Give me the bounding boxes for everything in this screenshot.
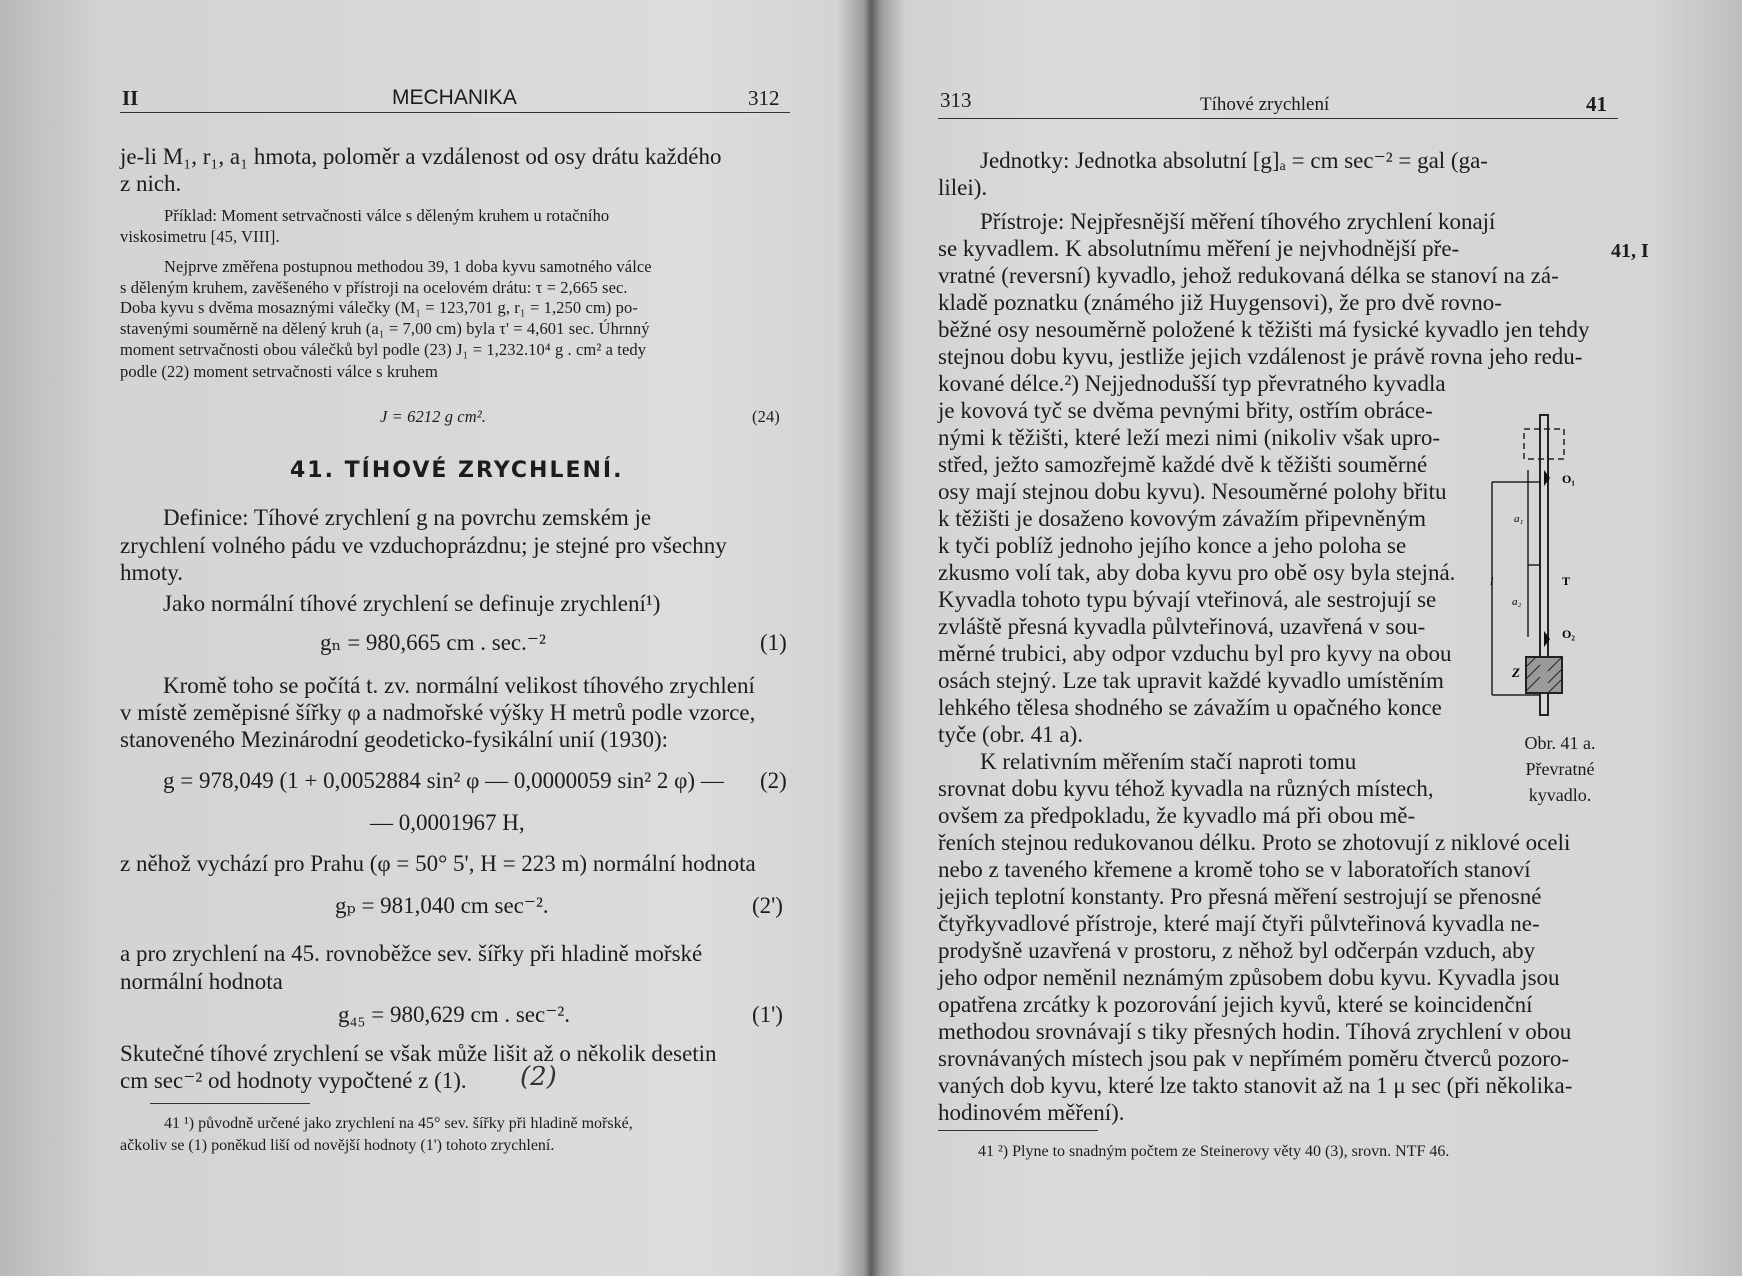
text-line: k tyči poblíž jednoho jejího konce a jeho poloha se <box>938 533 1407 558</box>
text-line: vaných dob kyvu, které lze takto stanovit až na 1 μ sec (při několika- <box>938 1073 1573 1098</box>
text-line: cm sec⁻² od hodnoty vypočtené z (1). <box>120 1068 467 1093</box>
text-line: srovnávaných místech jsou pak v nepřímém poměru čtverců pozoro- <box>938 1046 1570 1071</box>
equation-number: (2) <box>760 768 787 793</box>
equation-number: (1') <box>752 1002 783 1027</box>
example-line: moment setrvačnosti obou válečků byl podle (23) J₁ = 1,232.10⁴ g . cm² a tedy <box>120 340 647 359</box>
text-line: Jako normální tíhové zrychlení se definuje zrychlení¹) <box>163 591 661 616</box>
left-page <box>0 0 860 1276</box>
running-title: Tíhové zrychlení <box>1200 94 1330 115</box>
equation-number: (2') <box>752 893 783 918</box>
right-page <box>880 0 1742 1276</box>
text-line: lilei). <box>938 175 988 200</box>
text-line: Kyvadla tohoto typu bývají vteřinová, ale sestrojují se <box>938 587 1437 612</box>
text-line: kladě poznatku (známého již Huygensovi), že pro dvě rovno- <box>938 290 1502 315</box>
text-line: ovšem za předpokladu, že kyvadlo má při obou mě- <box>938 803 1416 828</box>
page-number: 313 <box>940 88 972 112</box>
header-rule <box>120 112 790 113</box>
text-line: Definice: Tíhové zrychlení g na povrchu zemském je <box>163 505 652 530</box>
footnote: 41 ²) Plyne to snadným počtem ze Steinerovy věty 40 (3), srovn. NTF 46. <box>978 1143 1450 1160</box>
label-z: Z <box>1512 665 1520 680</box>
text-line: zkusmo volí tak, aby doba kyvu pro obě osy byla stejná. <box>938 560 1456 585</box>
equation-2: g = 978,049 (1 + 0,0052884 sin² φ — 0,0000059 sin² 2 φ) — <box>163 768 724 793</box>
example-line: podle (22) moment setrvačnosti válce s kruhem <box>120 362 438 381</box>
figure-caption <box>1505 730 1615 808</box>
text-line: v místě zeměpisné šířky φ a nadmořské výšky H metrů podle vzorce, <box>120 700 756 725</box>
section-heading: 41. TÍHOVÉ ZRYCHLENÍ. <box>290 458 624 483</box>
text-line: srovnat dobu kyvu téhož kyvadla na různých místech, <box>938 776 1434 801</box>
equation-number: (24) <box>752 407 780 426</box>
example-line: Příklad: Moment setrvačnosti válce s děleným kruhem u rotačního <box>164 206 610 225</box>
text-line: z nich. <box>120 171 182 196</box>
text-line: jeho odpor neměnil neznámým způsobem dobu kyvu. Kyvadla jsou <box>938 965 1560 990</box>
footnote-rule <box>938 1130 1098 1131</box>
text-line: zrychlení volného pádu ve vzduchoprázdnu; je stejné pro všechny <box>120 533 727 558</box>
text-line: methodou srovnávají s tiky přesných hodin. Tíhová zrychlení v obou <box>938 1019 1572 1044</box>
footnote-rule <box>150 1103 310 1104</box>
label-t: T <box>1562 574 1571 588</box>
text-line: hmoty. <box>120 560 184 585</box>
text-line: vratné (reversní) kyvadlo, jehož redukovaná délka se stanoví na zá- <box>938 263 1559 288</box>
footnote-line: 41 ¹) původně určené jako zrychlení na 45° sev. šířky při hladině mořské, <box>164 1115 633 1132</box>
text-line: Kromě toho se počítá t. zv. normální velikost tíhového zrychlení <box>163 673 755 698</box>
footnote-line: ačkoliv se (1) poněkud liší od novější hodnoty (1') tohoto zrychlení. <box>120 1137 555 1154</box>
text-line: k těžišti je dosaženo kovovým závažím připevněným <box>938 506 1426 531</box>
equation-number: (1) <box>760 630 787 655</box>
text-line: hodinovém měření). <box>938 1100 1125 1125</box>
caption-line: Převratné <box>1525 759 1595 779</box>
text-line: jejich teplotní konstanty. Pro přesná měření sestrojují se přenosné <box>938 884 1542 909</box>
text-line: čtyřkyvadlové přístroje, které mají čtyři půlvteřinová kyvadla ne- <box>938 911 1540 936</box>
caption-line: Obr. 41 a. <box>1524 733 1596 753</box>
text-line: Jednotky: Jednotka absolutní [g]ₐ = cm sec⁻² = gal (ga- <box>980 148 1488 173</box>
text-line: normální hodnota <box>120 969 283 994</box>
text-line: nebo z taveného křemene a kromě toho se v laboratořích stanoví <box>938 857 1531 882</box>
text-line: je-li M₁, r₁, a₁ hmota, poloměr a vzdálenost od osy drátu každého <box>120 144 722 169</box>
text-line: K relativním měřením stačí naproti tomu <box>980 749 1357 774</box>
text-line: Skutečné tíhové zrychlení se však může lišit až o několik desetin <box>120 1041 717 1066</box>
text-line: stanoveného Mezinárodní geodeticko-fysikální unií (1930): <box>120 727 669 752</box>
equation-1: gₙ = 980,665 cm . sec.⁻² <box>320 630 546 655</box>
text-line: nými k těžišti, které leží mezi nimi (nikoliv však upro- <box>938 425 1441 450</box>
label-l: l <box>1490 574 1494 588</box>
text-line: opatřena zrcátky k pozorování jejich kyvů, které se koincidenční <box>938 992 1533 1017</box>
text-line: zvláště přesná kyvadla půlvteřinová, uzavřená v sou- <box>938 614 1426 639</box>
text-line: osách stejný. Lze tak upravit každé kyvadlo umístěním <box>938 668 1444 693</box>
text-line: měrné trubici, aby odpor vzduchu byl pro kyvy na obou <box>938 641 1452 666</box>
section-number: 41 <box>1586 92 1607 116</box>
equation-1-prime: g₄₅ = 980,629 cm . sec⁻². <box>338 1002 571 1027</box>
running-title: MECHANIKA <box>392 86 517 109</box>
text-line: běžné osy nesouměrně položené k těžišti má fysické kyvadlo jen tehdy <box>938 317 1590 342</box>
example-line: s děleným kruhem, zavěšeného v přístroji na ocelovém drátu: τ = 2,665 sec. <box>120 278 628 297</box>
text-line: se kyvadlem. K absolutnímu měření je nejvhodnější pře- <box>938 236 1460 261</box>
header-rule <box>938 118 1618 119</box>
text-line: stejnou dobu kyvu, jestliže jejich vzdálenost je právě rovna jeho redu- <box>938 344 1583 369</box>
example-line: stavenými souměrně na dělený kruh (a₁ = 7,00 cm) byla τ' = 4,601 sec. Úhrnný <box>120 319 650 338</box>
equation-24: J = 6212 g cm². <box>380 407 487 426</box>
label-a1: a₁ <box>1514 513 1524 525</box>
caption-line: kyvadlo. <box>1528 785 1592 805</box>
text-line: tyče (obr. 41 a). <box>938 722 1083 747</box>
example-line: viskosimetru [45, VIII]. <box>120 227 280 246</box>
equation-2-continued: — 0,0001967 H, <box>370 810 525 835</box>
label-a2: a₂ <box>1512 596 1522 608</box>
example-line: Nejprve změřena postupnou methodou 39, 1 doba kyvu samotného válce <box>164 257 652 276</box>
text-line: prodyšně uzavřená v prostoru, z něhož byl odčerpán vzduch, aby <box>938 938 1536 963</box>
label-o1: O₁ <box>1562 472 1575 486</box>
text-line: a pro zrychlení na 45. rovnoběžce sev. šířky při hladině mořské <box>120 941 703 966</box>
text-line: osy mají stejnou dobu kyvu). Nesouměrné polohy břitu <box>938 479 1447 504</box>
label-o2: O₂ <box>1562 627 1575 641</box>
text-line: kované délce.²) Nejjednodušší typ převratného kyvadla <box>938 371 1446 396</box>
margin-reference: 41, I <box>1611 240 1649 262</box>
equation-2-prime: gₚ = 981,040 cm sec⁻². <box>335 893 549 918</box>
text-line: z něhož vychází pro Prahu (φ = 50° 5', H = 223 m) normální hodnota <box>120 851 756 876</box>
text-line: je kovová tyč se dvěma pevnými břity, ostřím obrácе- <box>938 398 1433 423</box>
handwritten-note: (2) <box>520 1062 557 1092</box>
reversible-pendulum-figure <box>1490 405 1620 725</box>
page-number: 312 <box>748 86 780 110</box>
text-line: Přístroje: Nejpřesnější měření tíhového zrychlení konají <box>980 209 1496 234</box>
chapter-number: II <box>122 86 139 110</box>
text-line: střed, ježto samozřejmě každé dvě k těžišti souměrné <box>938 452 1428 477</box>
text-line: lehkého tělesa shodného se závažím u opačného konce <box>938 695 1442 720</box>
example-line: Doba kyvu s dvěma mosaznými válečky (M₁ = 123,701 g, r₁ = 1,250 cm) po- <box>120 298 638 317</box>
text-line: řeních stejnou redukovanou délku. Proto se zhotovují z niklové oceli <box>938 830 1571 855</box>
